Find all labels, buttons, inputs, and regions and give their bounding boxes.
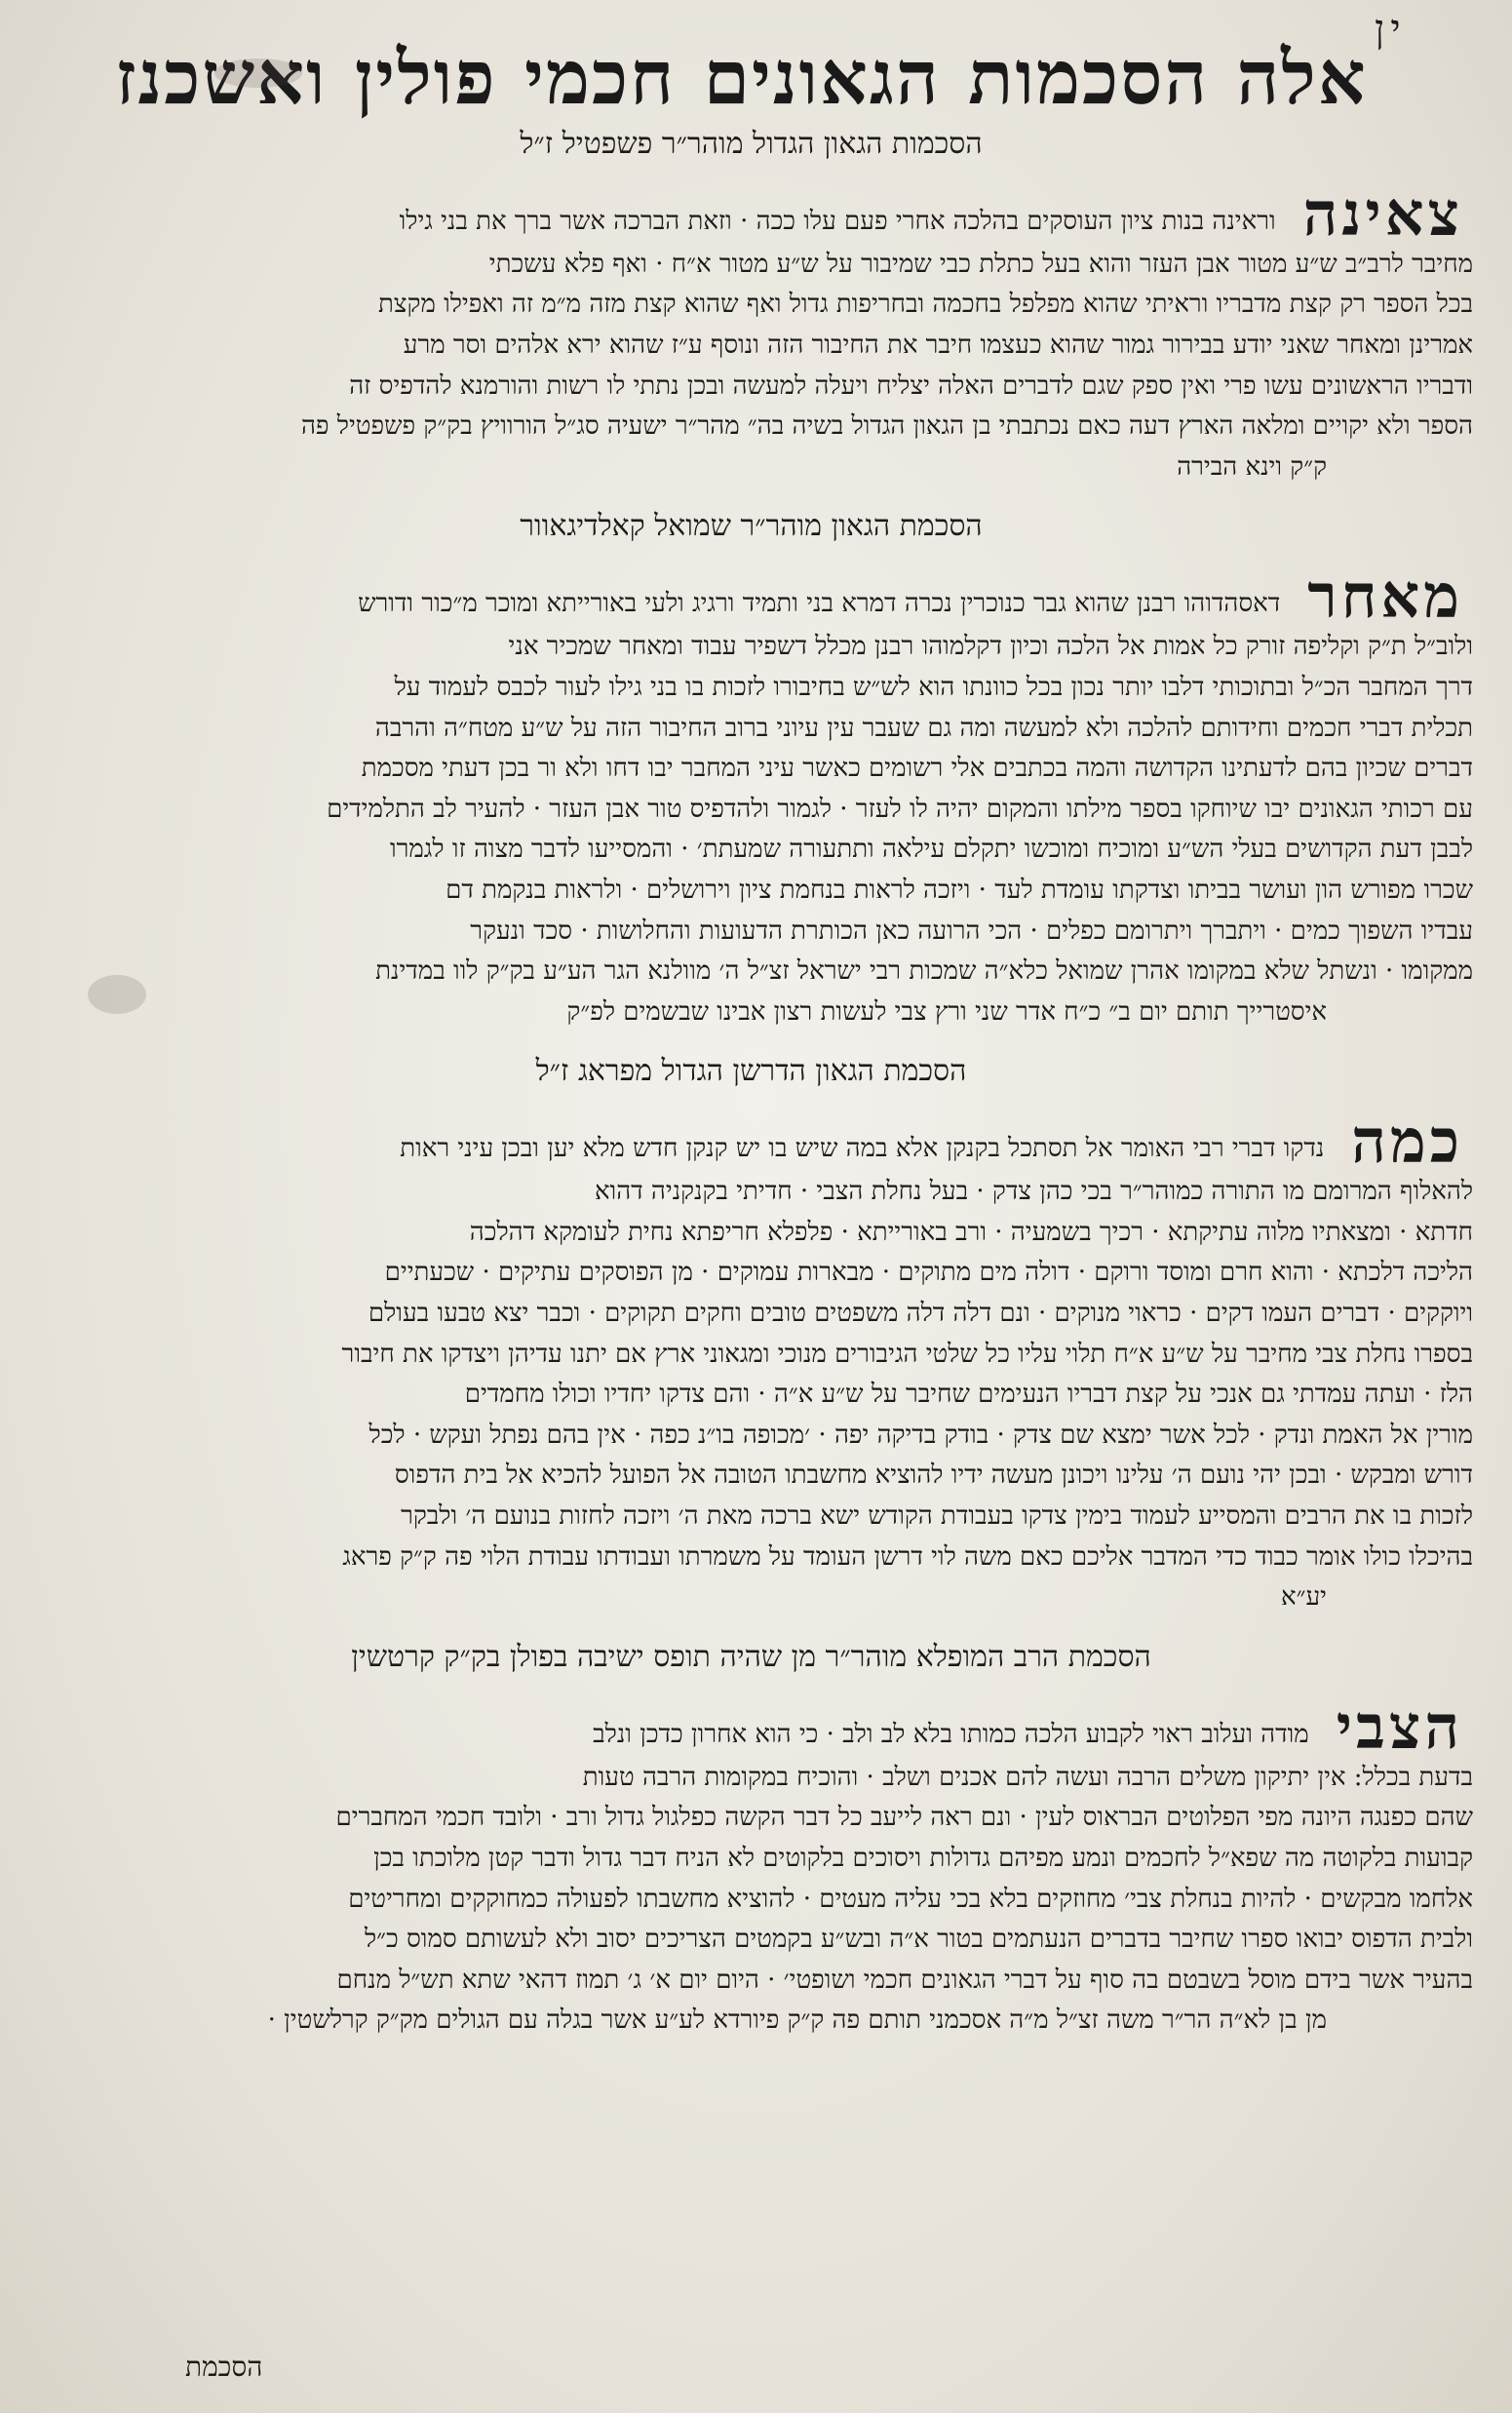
text-line: להאלוף המרומם מו התורה כמוהר״ר בכי כהן צדק · בעל נחלת הצבי · חדיתי בקנקניה דהוא (594, 1177, 1473, 1207)
text-line: ק״ק וינא הבירה (1177, 451, 1327, 482)
text-line: ולבית הדפוס יבואו ספרו שחיבר בדברים הנעתמים בטור א״ה ובש״ע בקמטים הצריכים יסוב ולא לעשותם סמוס כ״ל (364, 1925, 1473, 1955)
approbation-section-4 (29, 1691, 1473, 2042)
corner-marks: ין (1375, 7, 1407, 52)
section-heading: הסכמת הגאון מוהר״ר שמואל קאלדיגאוור (520, 509, 983, 544)
catchword: הסכמת (185, 2351, 263, 2383)
text-line: ממקומו · ונשתל שלא במקומו אהרן שמואל כלא״ה שמכות רבי ישראל זצ״ל ה׳ מוולנא הגר הע״ע בק״ק לוו במדינת (375, 956, 1473, 987)
section-head (29, 1691, 1473, 1763)
text-line: וראינה בנות ציון העוסקים בהלכה אחרי פעם עלו ככה · וזאת הברכה אשר ברך את בני גילו (399, 206, 1276, 236)
text-line: הליכה דלכתא · והוא חרם ומוסד ורוקם · דולה מים מתוקים · מבארות עמוקים · מן הפוסקים עתיקים · שכעתיים (384, 1258, 1473, 1288)
section-head (29, 561, 1473, 633)
text-line: תכלית דברי חכמים וחידותם להלכה ולא למעשה ומה גם שעבר עין עיוני ברוב החיבור הזה על ש״ע מטח״ה והרבה (374, 713, 1473, 743)
opening-word: מאחר (1307, 561, 1463, 633)
text-line: ודבריו הראשונים עשו פרי ואין ספק שגם לדברים האלה יצליח ויעלה למעשה ובכן נתתי לו רשות והורמנא להדפיס זה (349, 370, 1473, 401)
section-head (29, 1106, 1473, 1178)
opening-word: צאינה (1302, 177, 1463, 250)
text-line: דאסהדוהו רבנן שהוא גבר כנוכרין נכרה דמרא בני ותמיד ורגיג ולעי באורייתא ומוכר מ״כור ודורש (358, 589, 1281, 619)
text-line: בכל הספר רק קצת מדבריו וראיתי שהוא מפלפל בחכמה ובחריפות גדול ואף שהוא קצת מזה מ״מ זה ואפילו מקצת (378, 290, 1473, 320)
main-title: אלה הסכמות הגאונים חכמי פולין ואשכנז (115, 34, 1368, 121)
text-line: הלז · ועתה עמדתי גם אנכי על קצת דבריו הנעימים שחיבר על ש״ע א״ה · והם צדקו יחדיו וכולו מחמדים (464, 1380, 1473, 1410)
text-line: בהיכלו כולו אומר כבוד כדי המדבר אליכם כאם משה לוי דרשן העומד על משמרתו ועבודתו עבודת הלוי פה ק״ק פראג (342, 1541, 1473, 1572)
text-line: דברים שכיון בהם לדעתינו הקדושה והמה בכתבים אלי רשומים כאשר עיני המחבר יבו דחו ולא ור בכן דעתי מסכמת (361, 754, 1473, 784)
opening-word: כמה (1351, 1106, 1463, 1178)
approbation-section-1 (29, 177, 1473, 488)
text-line: קבועות בלקוטה מה שפא״ל לחכמים ונמע מפיהם גדולות ויסוכים בלקוטים לא הניח דבר גדול ודבר קטן מלוכתו בכן (373, 1844, 1473, 1874)
text-line: חדתא · ומצאתיו מלוה עתיקתא · רכיך בשמעיה · ורב באורייתא · פלפלא חריפתא נחית לעומקא דהלכה (469, 1217, 1473, 1247)
text-line: הספר ולא יקויים ומלאה הארץ דעה כאם נכתבתי בן הגאון הגדול בשיה בה״ מהר״ר ישעיה סג״ל הורוויץ בק״ק פשפטיל פה (300, 411, 1473, 442)
text-line: ויוקקים · דברים העמו דקים · כראוי מנוקים · ונם דלה דלה משפטים טובים וחקים תקוקים · וכבר יצא טבעו בעולם (368, 1299, 1473, 1329)
text-line: אלחמו מבקשים · להיות בנחלת צבי׳ מחוזקים בלא בכי עליה מעטים · להוציא מחשבתו לפעולה כמחוקקים ומחריטים (348, 1884, 1473, 1914)
text-line: מחיבר לרב״ב ש״ע מטור אבן העזר והוא בעל כתלת כבי שמיבור על ש״ע מטור א״ח · ואף פלא עשכתי (488, 249, 1473, 279)
text-line: ולוב״ל ת״ק וקליפה זורק כל אמות אל הלכה וכיון דקלמוהו רבנן מכלל דשפיר עבוד ומאחר שמכיר אני (508, 632, 1473, 662)
text-line: בספרו נחלת צבי מחיבר על ש״ע א״ח תלוי עליו כל שלטי הגיבורים מנוכי ומגאוני ארץ אם יתנו עדיהן ויצדקו את חיבור (341, 1339, 1473, 1369)
text-line: דרך המחבר הכ״ל ובתוכותי דלבו יותר נכון בכל כוונתו הוא לש״ש בחיבורו לזכות בו בני גילו לעור לכבס לעמוד על (394, 672, 1473, 702)
subtitle: הסכמות הגאון הגדול מוהר״ר פשפטיל ז״ל (520, 126, 983, 161)
text-line: שכרו מפורש הון ועושר בביתו וצדקתו עומדת לעד · ויזכה לראות בנחמת ציון וירושלים · ולראות בנקמת דם (446, 875, 1473, 905)
text-line: עם רכותי הגאונים יבו שיוחקו בספר מילתו והמקום יהיה לו לעזר · לגמור ולהדפיס טור אבן העזר · להעיר לב התלמידים (327, 794, 1473, 824)
text-line: איסטרייך תותם יום ב״ כ״ח אדר שני ורץ צבי לעשות רצון אבינו שבשמים לפ״ק (566, 996, 1327, 1027)
ink-smudge (214, 58, 302, 88)
text-line: לבבן דעת הקדושים בעלי הש״ע ומוכיח ומוכשו יתקלם עילאה ותתעורה שמעתת׳ · והמסייעו לדבר מצוה זו לגמרו (389, 835, 1473, 865)
text-line: מן בן לא״ה הר״ר משה זצ״ל מ״ה אסכמני תותם פה ק״ק פיורדא לע״ע אשר בגלה עם הגולים מק״ק קרלשטין · (267, 2005, 1327, 2036)
text-line: מורין אל האמת ונדק · לכל אשר ימצא שם צדק · בודק בדיקה יפה · ׳מכופה בו״נ כפה · אין בהם נפתל ועקש · לכל (368, 1420, 1473, 1450)
text-line: מודה ועלוב ראוי לקבוע הלכה כמותו בלא לב ולב · כי הוא אחרון כדכן ונלב (593, 1719, 1309, 1749)
approbation-section-3 (29, 1106, 1473, 1618)
text-line: בדעת בכלל: אין יתיקון משלים הרבה ועשה להם אכנים ושלב · והוכיח במקומות הרבה טעות (582, 1762, 1473, 1792)
text-line: לזכות בו את הרבים והמסייע לעמוד בימין צדקו בעבודת הקודש ישא ברכה מאת ה׳ ויזכה לחזות בנועם ה׳ ולבקר (401, 1501, 1473, 1532)
opening-word: הצבי (1336, 1691, 1463, 1763)
text-line: שהם כפנגה היונה מפי הפלוטים הבראוס לעין · ונם ראה לייעב כל דבר הקשה כפלגול גדול ורב · ולובד חכמי המחברים (335, 1803, 1473, 1833)
text-line: יע״א (1280, 1582, 1327, 1613)
text-line: אמרינן ומאחר שאני יודע בבירור גמור שהוא כעצמו חיבר את החיבור הזה ונוסף ע״ז שהוא ירא אלהים וסר מרע (403, 330, 1473, 360)
text-line: נדקו דברי רבי האומר אל תסתכל בקנקן אלא במה שיש בו יש קנקן חדש מלא יען ובכן עיני ראות (400, 1134, 1325, 1164)
section-heading: הסכמת הגאון הדרשן הגדול מפראג ז״ל (535, 1054, 967, 1089)
section-head (29, 177, 1473, 250)
text-line: עבדיו השפוך כמים · ויתברך ויתרומם כפלים · הכי הרועה כאן הכותרת הדעועות והחלושות · סכד ונעקר (470, 915, 1473, 946)
text-line: בהעיר אשר בידם מוסל בשבטם בה סוף על דברי הגאונים חכמי ושופטי׳ · היום יום א׳ ג׳ תמוז דהאי שתא תש״ל מנחם (336, 1965, 1473, 1995)
text-line: דורש ומבקש · ובכן יהי נועם ה׳ עלינו ויכונן מעשה ידיו להוציא מחשבתו הטובה אל הפועל להכיא אל בית הדפוס (394, 1460, 1473, 1491)
approbation-section-2 (29, 561, 1473, 1032)
section-heading: הסכמת הרב המופלא מוהר״ר מן שהיה תופס ישיבה בפולן בק״ק קרטשין (351, 1639, 1151, 1674)
